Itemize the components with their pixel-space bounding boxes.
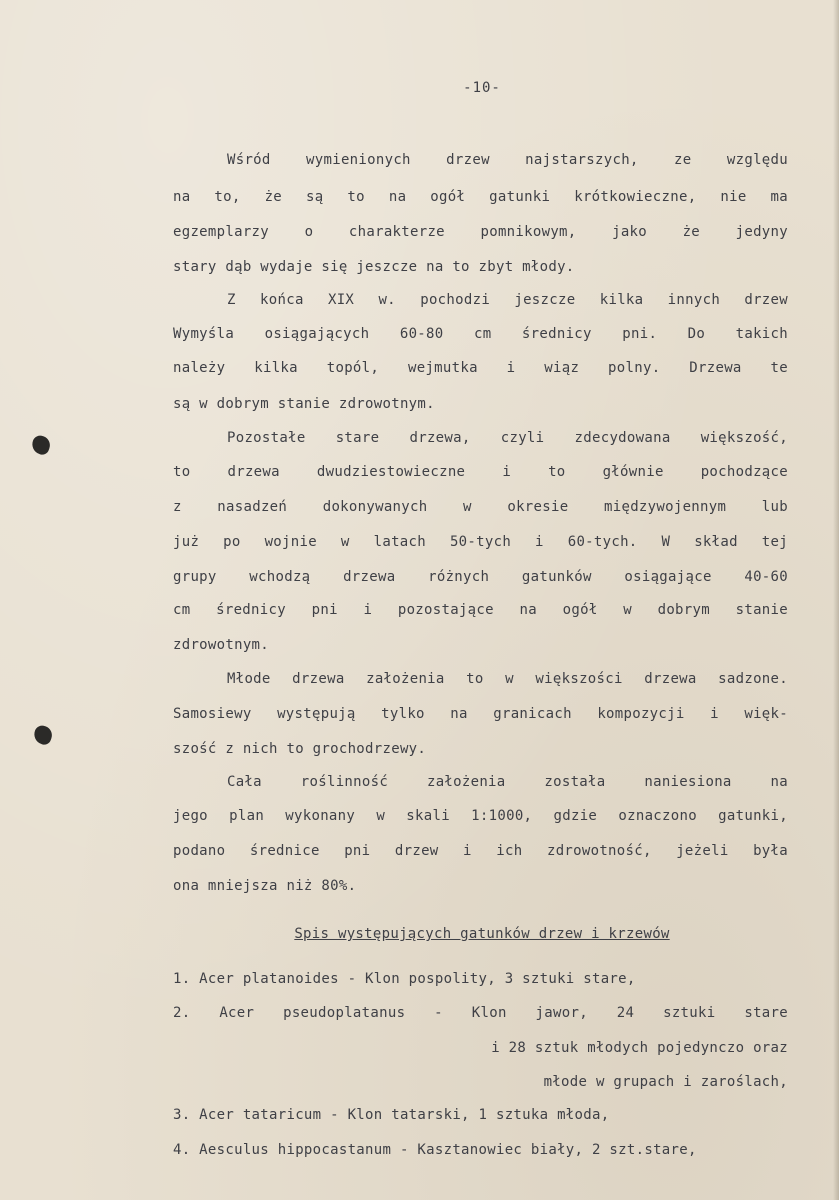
list-item: 2. Acer pseudoplatanus - Klon jawor, 24 sztuki stare	[173, 1005, 788, 1021]
punch-hole-bottom	[31, 723, 54, 746]
text-line: Wymyśla osiągających 60-80 cm średnicy pni. Do takich	[173, 326, 788, 342]
page-number: -10-	[463, 80, 501, 96]
text-line: egzemplarzy o charakterze pomnikowym, jako że jedyny	[173, 224, 788, 240]
page-edge-shadow	[833, 0, 839, 1200]
text-line: Wśród wymienionych drzew najstarszych, ze względu	[227, 152, 788, 168]
text-line: zdrowotnym.	[173, 637, 270, 653]
text-line: grupy wchodzą drzewa różnych gatunków osiągające 40-60	[173, 569, 788, 585]
list-item-continuation: i 28 sztuk młodych pojedynczo oraz	[491, 1040, 788, 1056]
text-line: Z końca XIX w. pochodzi jeszcze kilka innych drzew	[227, 292, 788, 308]
text-line: szość z nich to grochodrzewy.	[173, 741, 427, 757]
text-line: stary dąb wydaje się jeszcze na to zbyt młody.	[173, 259, 575, 275]
text-line: Samosiewy występują tylko na granicach kompozycji i więk-	[173, 706, 788, 722]
text-line: podano średnice pni drzew i ich zdrowotność, jeżeli była	[173, 843, 788, 859]
text-line: są w dobrym stanie zdrowotnym.	[173, 396, 435, 412]
text-line: należy kilka topól, wejmutka i wiąz polny. Drzewa te	[173, 360, 788, 376]
list-item: 3. Acer tataricum - Klon tatarski, 1 sztuka młoda,	[173, 1107, 610, 1123]
text-line: to drzewa dwudziestowieczne i to głównie pochodzące	[173, 464, 788, 480]
list-item: 1. Acer platanoides - Klon pospolity, 3 sztuki stare,	[173, 971, 636, 987]
species-list-heading: Spis występujących gatunków drzew i krzewów	[294, 926, 670, 942]
punch-hole-top	[29, 433, 52, 456]
text-line: cm średnicy pni i pozostające na ogół w dobrym stanie	[173, 602, 788, 618]
text-line: Cała roślinność założenia została naniesiona na	[227, 774, 788, 790]
text-line: z nasadzeń dokonywanych w okresie międzywojennym lub	[173, 499, 788, 515]
list-item: 4. Aesculus hippocastanum - Kasztanowiec biały, 2 szt.stare,	[173, 1142, 697, 1158]
list-item-continuation: młode w grupach i zaroślach,	[543, 1074, 788, 1090]
text-line: Młode drzewa założenia to w większości drzewa sadzone.	[227, 671, 788, 687]
text-line: na to, że są to na ogół gatunki krótkowieczne, nie ma	[173, 189, 788, 205]
text-line: ona mniejsza niż 80%.	[173, 878, 357, 894]
text-line: Pozostałe stare drzewa, czyli zdecydowana większość,	[227, 430, 788, 446]
text-line: jego plan wykonany w skali 1:1000, gdzie oznaczono gatunki,	[173, 808, 788, 824]
text-line: już po wojnie w latach 50-tych i 60-tych. W skład tej	[173, 534, 788, 550]
